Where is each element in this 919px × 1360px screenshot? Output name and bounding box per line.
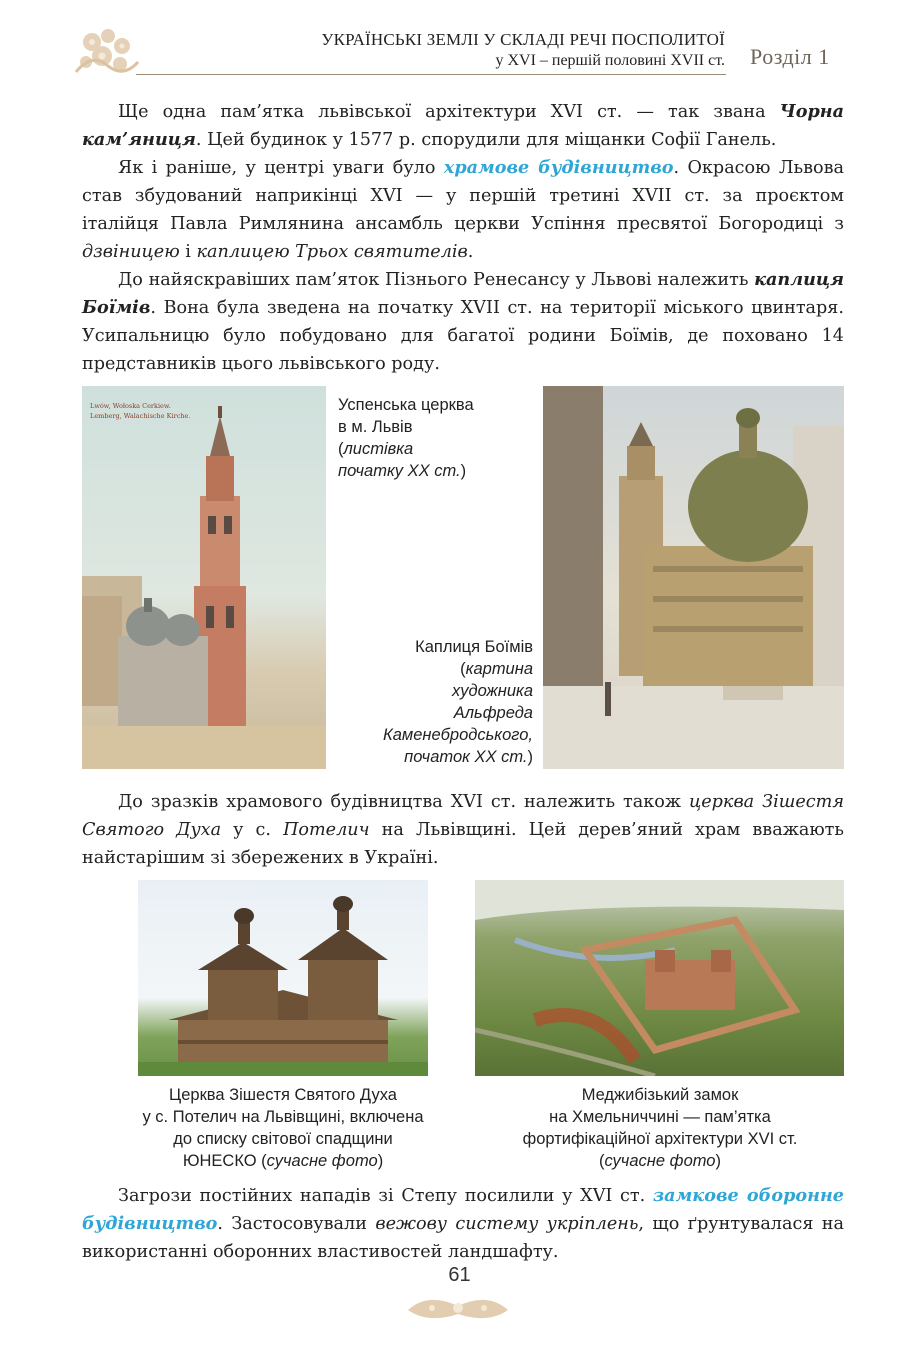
caption-line: в м. Львів [338, 418, 413, 436]
italic-term: каплицею Трьох святителів [196, 242, 468, 262]
caption-text: ) [377, 1152, 384, 1170]
church-illustration [82, 386, 326, 769]
italic-term: дзвіницею [82, 242, 180, 262]
italic-term: Потелич [283, 820, 370, 840]
caption-potelych-church [130, 1084, 436, 1172]
text-run: . [467, 242, 474, 262]
text-run: . Застосовували [217, 1214, 376, 1234]
caption-text: ) [460, 462, 467, 480]
caption-line: у с. Потелич на Львівщині, включена [142, 1108, 424, 1126]
body-text-bottom [82, 1182, 844, 1266]
caption-text: ( [598, 1152, 605, 1170]
caption-text: ) [715, 1152, 721, 1170]
floral-ornament-icon [398, 1288, 518, 1328]
text-run: , що ґрунтувалася на використанні оборонних властивостей ландшафту. [82, 1214, 845, 1262]
text-run: До найяскравіших пам’яток Пізнього Ренесансу у Львові належить [118, 270, 755, 290]
potelych-church-photo [138, 880, 428, 1076]
paragraph [82, 266, 844, 378]
italic-term: церква Зішестя Святого Духа [82, 792, 844, 840]
medzhybizh-castle-photo [475, 880, 844, 1076]
text-run: . Вона була зведена на початку XVII ст. на території міського цвинтаря. Усипальницю було побудовано для багатої родини Боїмів, де поховано 14 представників цього львівського роду. [82, 298, 844, 374]
caption-line: Успенська церква [338, 396, 474, 414]
header-title: УКРАЇНСЬКІ ЗЕМЛІ У СКЛАДІ РЕЧІ ПОСПОЛИТОЇ [321, 30, 725, 49]
text-run: Ще одна пам’ятка львівської архітектури XVI ст. — так звана [118, 102, 780, 122]
paragraph [82, 154, 844, 266]
caption-line [470, 1150, 850, 1172]
header-divider [136, 74, 726, 75]
key-term: храмове будівництво [443, 157, 674, 178]
caption-line [330, 746, 533, 768]
postcard-caption-line2: Lemberg, Walachische Kirche. [90, 412, 191, 420]
caption-line: художника [451, 682, 533, 700]
term-emphasis: каплиця Боїмів [82, 269, 844, 318]
text-run: . Цей будинок у 1577 р. спорудили для міщанки Софії Ганель. [195, 130, 777, 150]
caption-line: фортифікаційної архітектури XVI ст. [522, 1130, 798, 1148]
caption-line: на Хмельниччині — пам’ятка [549, 1108, 771, 1126]
paragraph [82, 98, 844, 154]
floral-ornament-icon [72, 22, 142, 78]
caption-text: ) [527, 748, 533, 766]
text-run: Загрози постійних нападів зі Степу посилили у XVI ст. [118, 1186, 653, 1206]
caption-line: Каплиця Боїмів [415, 638, 533, 656]
caption-line [130, 1150, 436, 1172]
caption-italic: початку XX ст. [338, 462, 461, 480]
section-label: Розділ 1 [750, 44, 830, 69]
postcard-caption-line1: Lwów, Wołoska Cerkiew. [90, 402, 171, 410]
boim-chapel-painting [543, 386, 844, 769]
caption-italic: листівка [343, 440, 414, 458]
italic-term: вежову систему укріплень [375, 1214, 639, 1234]
caption-italic: сучасне фото [604, 1152, 716, 1170]
caption-text: ( [338, 440, 344, 458]
caption-line [338, 438, 528, 460]
caption-medzhybizh-castle [470, 1084, 850, 1172]
caption-italic: сучасне фото [266, 1152, 378, 1170]
text-run: До зразків храмового будівництва XVI ст. належить також [118, 792, 689, 812]
chapel-illustration [543, 386, 844, 769]
castle-illustration [475, 880, 844, 1076]
caption-text: ( [460, 660, 466, 678]
caption-italic: початок XX ст. [404, 748, 528, 766]
wooden-church-illustration [138, 880, 428, 1076]
caption-line: Каменебродського, [382, 726, 533, 744]
text-run: у с. [221, 820, 284, 840]
caption-italic: картина [465, 660, 533, 678]
body-text-top [82, 98, 844, 378]
caption-line: Церква Зішестя Святого Духа [169, 1086, 397, 1104]
caption-text: ЮНЕСКО ( [182, 1152, 267, 1170]
page-header [0, 0, 919, 80]
header-subtitle: у XVI – першій половині XVII ст. [495, 52, 725, 69]
caption-line: до списку світової спадщини [173, 1130, 393, 1148]
text-run: Як і раніше, у центрі уваги було [118, 158, 444, 178]
caption-line: Меджибізький замок [581, 1086, 739, 1104]
paragraph [82, 788, 844, 872]
body-text-middle [82, 788, 844, 872]
text-run: на Львівщині. Цей дерев’яний храм вважають найстарішим зі збережених в Україні. [82, 820, 844, 868]
caption-line [338, 460, 528, 482]
page-number: 61 [448, 1264, 471, 1286]
text-run: і [179, 242, 197, 262]
caption-boim-chapel [330, 636, 533, 768]
text-run: . Окрасою Львова став збудований наприкінці XVI — у першій третині XVII ст. за проєктом італійця Павла Римлянина ансамбль церкви Успіння пресвятої Богородиці з [82, 158, 844, 234]
caption-line [330, 658, 533, 680]
term-emphasis: Чорна кам’яниця [82, 101, 844, 150]
paragraph [82, 1182, 844, 1266]
key-term: замкове оборонне будівництво [82, 1185, 844, 1234]
uspenska-church-photo [82, 386, 326, 769]
caption-line: Альфреда [453, 704, 533, 722]
caption-uspenska-church [338, 394, 528, 482]
